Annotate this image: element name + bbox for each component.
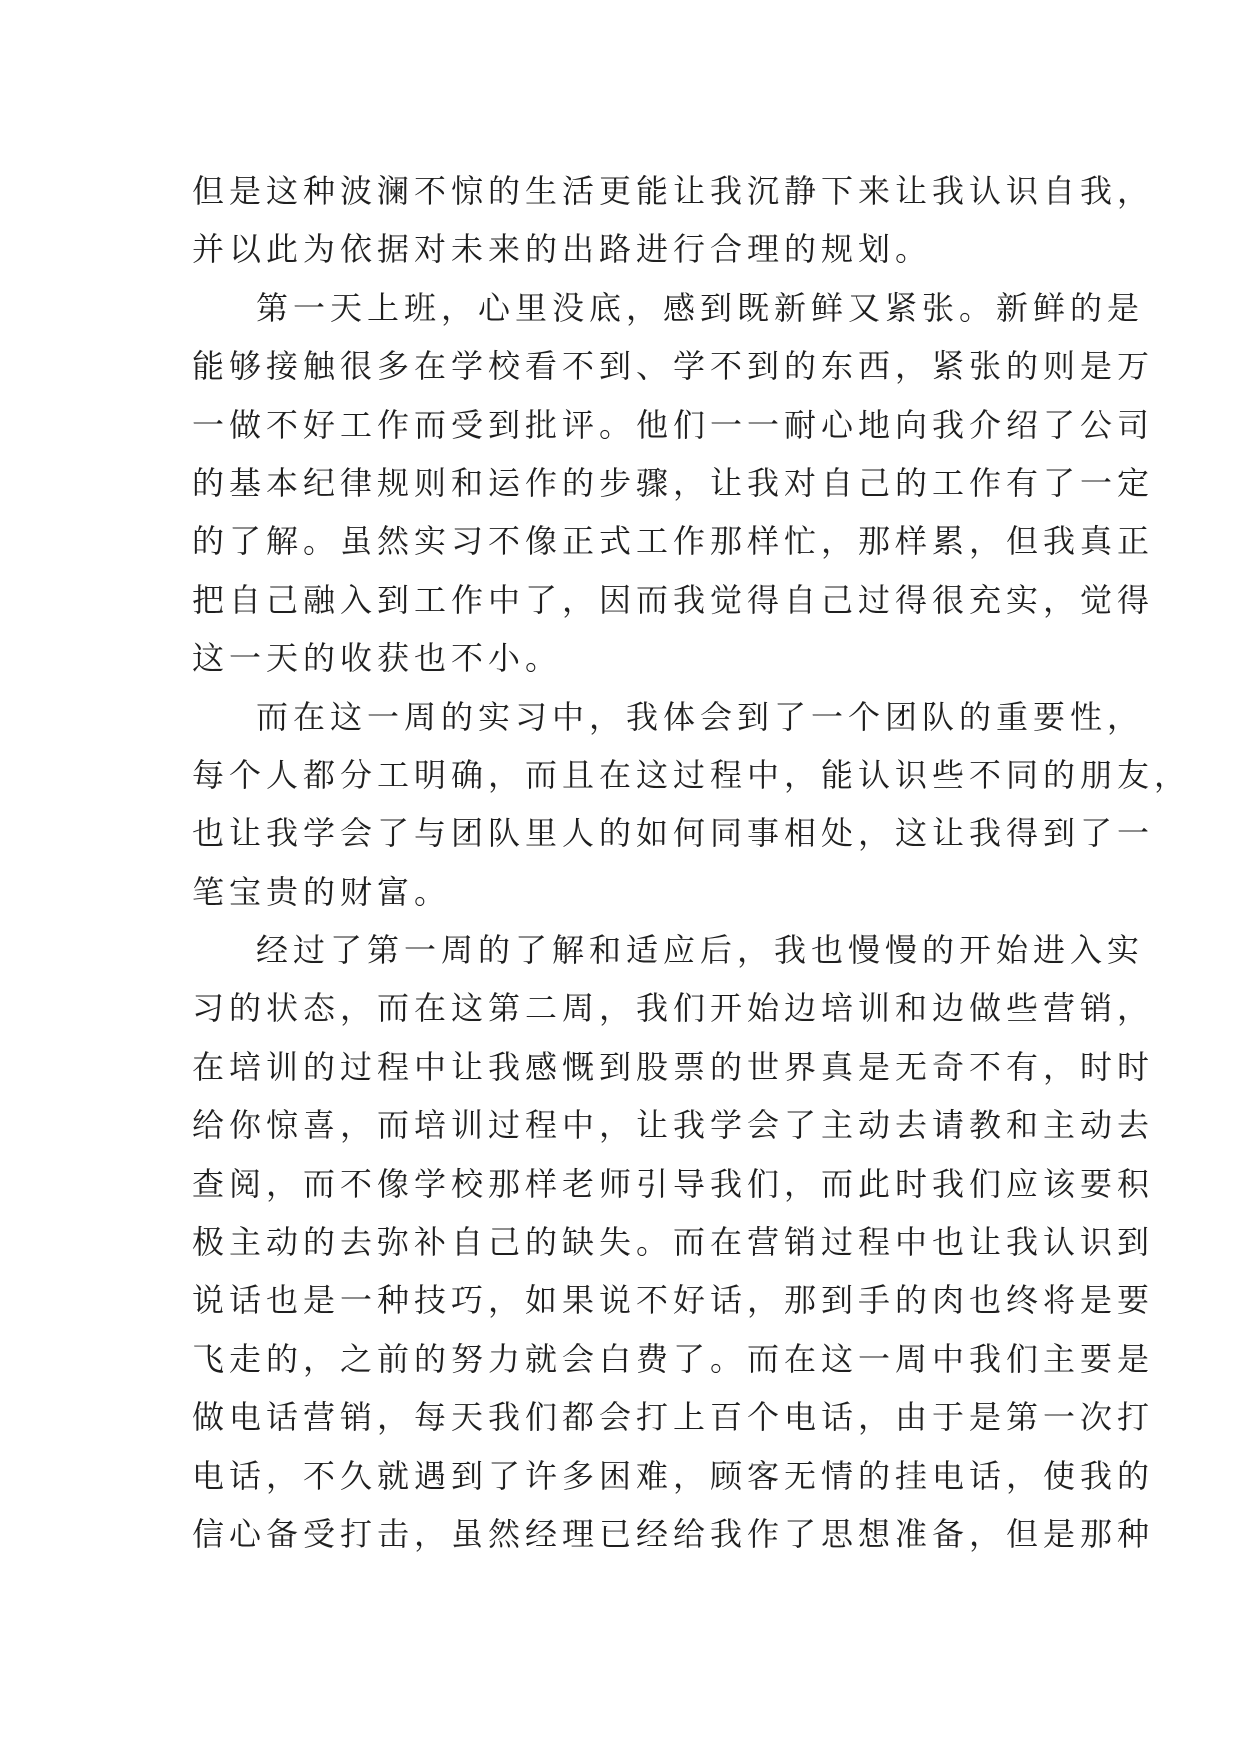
paragraph-3 [192,688,1192,922]
text-line: 习的状态，而在这第二周，我们开始边培训和边做些营销， [192,989,1155,1028]
text-line: 在培训的过程中让我感慨到股票的世界真是无奇不有，时时 [192,1047,1155,1086]
text-line: 第一天上班，心里没底，感到既新鲜又紧张。新鲜的是 [256,288,1145,327]
text-line: 但是这种波澜不惊的生活更能让我沉静下来让我认识自我， [192,172,1155,210]
text-line: 把自己融入到工作中了，因而我觉得自己过得很充实，觉得 [192,580,1155,619]
text-line: 一做不好工作而受到批评。他们一一耐心地向我介绍了公司 [192,405,1155,444]
text-line: 这一天的收获也不小。 [192,639,563,678]
text-line: 说话也是一种技巧，如果说不好话，那到手的肉也终将是要 [192,1281,1155,1320]
text-line: 给你惊喜，而培训过程中，让我学会了主动去请教和主动去 [192,1106,1155,1145]
text-line: 经过了第一周的了解和适应后，我也慢慢的开始进入实 [256,931,1145,970]
text-line: 也让我学会了与团队里人的如何同事相处，这让我得到了一 [192,814,1155,853]
text-line: 的了解。虽然实习不像正式工作那样忙，那样累，但我真正 [192,522,1155,561]
body-text [192,162,1192,1563]
text-line: 做电话营销，每天我们都会打上百个电话，由于是第一次打 [192,1398,1155,1437]
text-line: 的基本纪律规则和运作的步骤，让我对自己的工作有了一定 [192,463,1155,502]
text-line: 查阅，而不像学校那样老师引导我们，而此时我们应该要积 [192,1164,1155,1203]
paragraph-2 [192,279,1155,688]
paragraph-1 [192,162,1155,279]
text-line: 能够接触很多在学校看不到、学不到的东西，紧张的则是万 [192,347,1155,386]
text-line: 并以此为依据对未来的出路进行合理的规划。 [192,230,933,269]
text-line: 电话，不久就遇到了许多困难，顾客无情的挂电话，使我的 [192,1456,1155,1495]
text-line: 而在这一周的实习中，我体会到了一个团队的重要性， [256,697,1145,736]
text-line: 笔宝贵的财富。 [192,872,452,911]
text-line: 信心备受打击，虽然经理已经给我作了思想准备，但是那种 [192,1514,1155,1553]
paragraph-4 [192,921,1155,1563]
text-line: 飞走的，之前的努力就会白费了。而在这一周中我们主要是 [192,1339,1155,1378]
text-line: 每个人都分工明确，而且在这过程中，能认识些不同的朋友， [192,755,1192,794]
text-line: 极主动的去弥补自己的缺失。而在营销过程中也让我认识到 [192,1223,1155,1262]
